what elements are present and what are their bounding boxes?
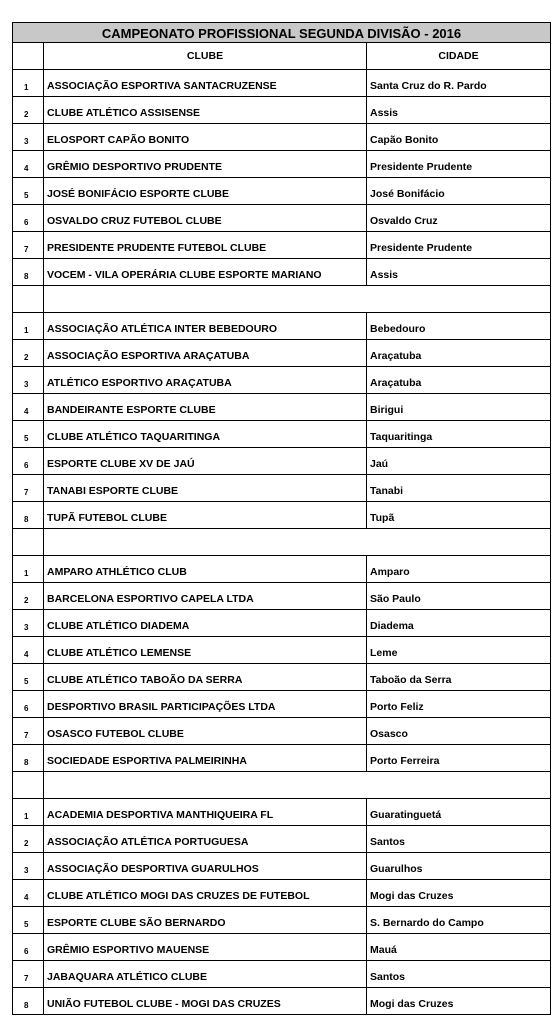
table-row bbox=[13, 367, 550, 394]
table-row bbox=[13, 934, 550, 961]
club-name: BANDEIRANTE ESPORTE CLUBE bbox=[44, 394, 367, 420]
club-name: CLUBE ATLÉTICO MOGI DAS CRUZES DE FUTEBOL bbox=[44, 880, 367, 906]
table-row bbox=[13, 232, 550, 259]
table-row bbox=[13, 799, 550, 826]
separator-number-cell bbox=[13, 772, 44, 798]
separator-cell bbox=[44, 286, 367, 312]
row-number: 3 bbox=[13, 610, 44, 636]
city-name: Santa Cruz do R. Pardo bbox=[370, 80, 487, 92]
header-club: CLUBE bbox=[44, 43, 367, 69]
separator-cell bbox=[44, 772, 367, 798]
city-name: Guarulhos bbox=[370, 863, 423, 875]
city-name: Leme bbox=[370, 647, 398, 659]
club-name: ACADEMIA DESPORTIVA MANTHIQUEIRA FL bbox=[44, 799, 367, 825]
club-name: ESPORTE CLUBE SÃO BERNARDO bbox=[44, 907, 367, 933]
row-number: 3 bbox=[13, 124, 44, 150]
city-name: Presidente Prudente bbox=[370, 242, 473, 254]
city-name: Assis bbox=[370, 107, 399, 119]
row-number: 2 bbox=[13, 97, 44, 123]
table-row bbox=[13, 124, 550, 151]
city-name: Assis bbox=[370, 269, 399, 281]
table-row bbox=[13, 70, 550, 97]
table-row bbox=[13, 691, 550, 718]
club-name: GRÊMIO ESPORTIVO MAUENSE bbox=[44, 934, 367, 960]
city-name: Porto Feliz bbox=[370, 701, 424, 713]
separator-number-cell bbox=[13, 529, 44, 555]
row-number: 7 bbox=[13, 475, 44, 501]
row-number: 1 bbox=[13, 70, 44, 96]
table-row bbox=[13, 961, 550, 988]
header-number-cell bbox=[13, 43, 44, 69]
club-name: CLUBE ATLÉTICO TAQUARITINGA bbox=[44, 421, 367, 447]
club-name: CLUBE ATLÉTICO LEMENSE bbox=[44, 637, 367, 663]
row-number: 6 bbox=[13, 448, 44, 474]
row-number: 2 bbox=[13, 826, 44, 852]
club-name: JOSÉ BONIFÁCIO ESPORTE CLUBE bbox=[44, 178, 367, 204]
club-name: ASSOCIAÇÃO ATLÉTICA INTER BEBEDOURO bbox=[44, 313, 367, 339]
city-name: Mogi das Cruzes bbox=[370, 890, 454, 902]
city-name: Taquaritinga bbox=[370, 431, 433, 443]
row-number: 6 bbox=[13, 691, 44, 717]
table-row bbox=[13, 718, 550, 745]
table-row bbox=[13, 313, 550, 340]
city-name: Santos bbox=[370, 836, 406, 848]
row-number: 3 bbox=[13, 367, 44, 393]
row-number: 8 bbox=[13, 259, 44, 285]
table-row bbox=[13, 448, 550, 475]
club-name: CLUBE ATLÉTICO ASSISENSE bbox=[44, 97, 367, 123]
row-number: 6 bbox=[13, 934, 44, 960]
table-row bbox=[13, 664, 550, 691]
city-name: Jaú bbox=[370, 458, 389, 470]
city-name: Capão Bonito bbox=[370, 134, 439, 146]
club-name: ESPORTE CLUBE XV DE JAÚ bbox=[44, 448, 367, 474]
row-number: 4 bbox=[13, 880, 44, 906]
group-separator bbox=[13, 772, 550, 799]
row-number: 5 bbox=[13, 178, 44, 204]
row-number: 4 bbox=[13, 637, 44, 663]
club-name: OSVALDO CRUZ FUTEBOL CLUBE bbox=[44, 205, 367, 231]
club-name: ASSOCIAÇÃO ESPORTIVA SANTACRUZENSE bbox=[44, 70, 367, 96]
row-number: 5 bbox=[13, 421, 44, 447]
table-row bbox=[13, 853, 550, 880]
table-row bbox=[13, 97, 550, 124]
table-row bbox=[13, 394, 550, 421]
club-name: TUPÃ FUTEBOL CLUBE bbox=[44, 502, 367, 528]
table-body bbox=[13, 70, 550, 1015]
header-row bbox=[13, 43, 550, 70]
city-name: Bebedouro bbox=[370, 323, 426, 335]
table-row bbox=[13, 340, 550, 367]
city-name: S. Bernardo do Campo bbox=[370, 917, 484, 929]
city-name: Taboão da Serra bbox=[370, 674, 452, 686]
club-name: ASSOCIAÇÃO DESPORTIVA GUARULHOS bbox=[44, 853, 367, 879]
table-row bbox=[13, 880, 550, 907]
row-number: 4 bbox=[13, 151, 44, 177]
table-row bbox=[13, 475, 550, 502]
table-row bbox=[13, 556, 550, 583]
city-name: São Paulo bbox=[370, 593, 421, 605]
city-name: Diadema bbox=[370, 620, 414, 632]
city-name: Amparo bbox=[370, 566, 410, 578]
club-name: DESPORTIVO BRASIL PARTICIPAÇÕES LTDA bbox=[44, 691, 367, 717]
club-name: GRÊMIO DESPORTIVO PRUDENTE bbox=[44, 151, 367, 177]
club-name: CLUBE ATLÉTICO TABOÃO DA SERRA bbox=[44, 664, 367, 690]
table-row bbox=[13, 151, 550, 178]
city-name: Osasco bbox=[370, 728, 408, 740]
row-number: 6 bbox=[13, 205, 44, 231]
row-number: 2 bbox=[13, 340, 44, 366]
table-row bbox=[13, 826, 550, 853]
city-name: Mogi das Cruzes bbox=[370, 998, 454, 1010]
row-number: 1 bbox=[13, 556, 44, 582]
city-name: Porto Ferreira bbox=[370, 755, 440, 767]
group-separator bbox=[13, 529, 550, 556]
club-name: AMPARO ATHLÉTICO CLUB bbox=[44, 556, 367, 582]
row-number: 7 bbox=[13, 961, 44, 987]
header-city: CIDADE bbox=[438, 50, 479, 62]
table-row bbox=[13, 637, 550, 664]
club-name: TANABI ESPORTE CLUBE bbox=[44, 475, 367, 501]
table-row bbox=[13, 583, 550, 610]
club-name: VOCEM - VILA OPERÁRIA CLUBE ESPORTE MARIANO bbox=[44, 259, 367, 285]
row-number: 2 bbox=[13, 583, 44, 609]
club-name: ASSOCIAÇÃO ESPORTIVA ARAÇATUBA bbox=[44, 340, 367, 366]
city-name: José Bonifácio bbox=[370, 188, 445, 200]
club-name: OSASCO FUTEBOL CLUBE bbox=[44, 718, 367, 744]
club-name: JABAQUARA ATLÉTICO CLUBE bbox=[44, 961, 367, 987]
club-name: UNIÃO FUTEBOL CLUBE - MOGI DAS CRUZES bbox=[44, 988, 367, 1014]
city-name: Araçatuba bbox=[370, 350, 422, 362]
club-name: CLUBE ATLÉTICO DIADEMA bbox=[44, 610, 367, 636]
row-number: 7 bbox=[13, 718, 44, 744]
row-number: 7 bbox=[13, 232, 44, 258]
table-row bbox=[13, 907, 550, 934]
row-number: 8 bbox=[13, 502, 44, 528]
city-name: Birigui bbox=[370, 404, 404, 416]
table-row bbox=[13, 421, 550, 448]
city-name: Osvaldo Cruz bbox=[370, 215, 438, 227]
table-row bbox=[13, 259, 550, 286]
city-name: Tupã bbox=[370, 512, 395, 524]
separator-cell bbox=[44, 529, 367, 555]
table-row bbox=[13, 502, 550, 529]
table-row bbox=[13, 610, 550, 637]
table-row bbox=[13, 988, 550, 1015]
table-title: CAMPEONATO PROFISSIONAL SEGUNDA DIVISÃO - 2016 bbox=[13, 22, 550, 43]
table-row bbox=[13, 205, 550, 232]
row-number: 3 bbox=[13, 853, 44, 879]
club-name: SOCIEDADE ESPORTIVA PALMEIRINHA bbox=[44, 745, 367, 771]
city-name: Tanabi bbox=[370, 485, 404, 497]
club-name: ASSOCIAÇÃO ATLÉTICA PORTUGUESA bbox=[44, 826, 367, 852]
row-number: 4 bbox=[13, 394, 44, 420]
club-name: ATLÉTICO ESPORTIVO ARAÇATUBA bbox=[44, 367, 367, 393]
table-row bbox=[13, 745, 550, 772]
city-name: Araçatuba bbox=[370, 377, 422, 389]
row-number: 5 bbox=[13, 907, 44, 933]
group-separator bbox=[13, 286, 550, 313]
city-name: Presidente Prudente bbox=[370, 161, 473, 173]
row-number: 1 bbox=[13, 313, 44, 339]
table-row bbox=[13, 178, 550, 205]
championship-table bbox=[12, 22, 551, 1015]
club-name: BARCELONA ESPORTIVO CAPELA LTDA bbox=[44, 583, 367, 609]
row-number: 8 bbox=[13, 745, 44, 771]
city-name: Santos bbox=[370, 971, 406, 983]
city-name: Guaratinguetá bbox=[370, 809, 442, 821]
row-number: 1 bbox=[13, 799, 44, 825]
club-name: ELOSPORT CAPÃO BONITO bbox=[44, 124, 367, 150]
row-number: 8 bbox=[13, 988, 44, 1014]
club-name: PRESIDENTE PRUDENTE FUTEBOL CLUBE bbox=[44, 232, 367, 258]
row-number: 5 bbox=[13, 664, 44, 690]
city-name: Mauá bbox=[370, 944, 397, 956]
separator-number-cell bbox=[13, 286, 44, 312]
